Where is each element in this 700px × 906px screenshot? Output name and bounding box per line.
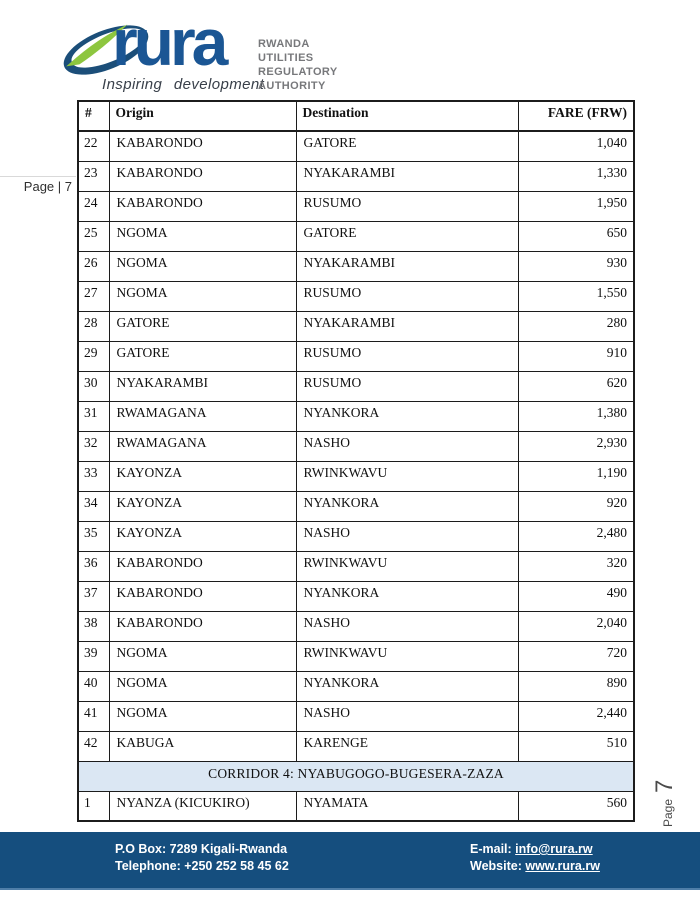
header-destination: Destination — [296, 101, 518, 131]
table-cell-num: 32 — [78, 431, 109, 461]
table-cell-origin: NGOMA — [109, 701, 296, 731]
table-cell-num: 38 — [78, 611, 109, 641]
footer-po-box: P.O Box: 7289 Kigali-Rwanda — [115, 842, 288, 856]
table-cell-num: 23 — [78, 161, 109, 191]
table-row — [78, 161, 634, 191]
table-cell-fare: 1,950 — [518, 191, 634, 221]
table-row — [78, 191, 634, 221]
table-cell-origin: NYAKARAMBI — [109, 371, 296, 401]
table-cell-origin: NGOMA — [109, 251, 296, 281]
table-cell-origin: KABUGA — [109, 731, 296, 761]
table-cell-destination: NYAKARAMBI — [296, 311, 518, 341]
table-cell-fare: 2,440 — [518, 701, 634, 731]
header-origin: Origin — [109, 101, 296, 131]
table-cell-num: 42 — [78, 731, 109, 761]
footer-email-link[interactable]: info@rura.rw — [515, 842, 593, 856]
table-row — [78, 791, 634, 821]
table-cell-origin: KABARONDO — [109, 131, 296, 161]
table-cell-num: 30 — [78, 371, 109, 401]
table-cell-fare: 1,330 — [518, 161, 634, 191]
page-number-label: Page | 7 — [23, 179, 72, 194]
header-num: # — [78, 101, 109, 131]
table-cell-num: 39 — [78, 641, 109, 671]
table-cell-fare: 560 — [518, 791, 634, 821]
rotated-page-number — [651, 763, 677, 827]
table-header-row — [78, 101, 634, 131]
table-cell-origin: RWAMAGANA — [109, 431, 296, 461]
table-row — [78, 551, 634, 581]
table-cell-fare: 930 — [518, 251, 634, 281]
table-row — [78, 671, 634, 701]
table-cell-fare: 1,380 — [518, 401, 634, 431]
table-cell-destination: NYAMATA — [296, 791, 518, 821]
table-cell-fare: 620 — [518, 371, 634, 401]
table-cell-fare: 910 — [518, 341, 634, 371]
table-cell-origin: NGOMA — [109, 221, 296, 251]
table-row — [78, 341, 634, 371]
table-cell-destination: NASHO — [296, 521, 518, 551]
table-cell-origin: KABARONDO — [109, 611, 296, 641]
corridor-header-row — [78, 761, 634, 791]
table-cell-num: 22 — [78, 131, 109, 161]
fare-table-body — [78, 131, 634, 821]
table-cell-num: 28 — [78, 311, 109, 341]
table-cell-origin: KABARONDO — [109, 191, 296, 221]
table-cell-num: 41 — [78, 701, 109, 731]
footer-contact-bar — [0, 832, 700, 890]
table-cell-origin: KAYONZA — [109, 521, 296, 551]
table-cell-origin: KABARONDO — [109, 581, 296, 611]
footer-contact-right — [470, 841, 600, 875]
header-fare: FARE (FRW) — [518, 101, 634, 131]
table-cell-origin: NGOMA — [109, 641, 296, 671]
footer-email-line — [470, 841, 600, 858]
table-row — [78, 581, 634, 611]
table-cell-destination: NYAKARAMBI — [296, 161, 518, 191]
table-row — [78, 461, 634, 491]
table-cell-fare: 1,040 — [518, 131, 634, 161]
table-cell-destination: RUSUMO — [296, 341, 518, 371]
table-row — [78, 221, 634, 251]
table-cell-num: 37 — [78, 581, 109, 611]
table-cell-num: 29 — [78, 341, 109, 371]
table-cell-destination: NASHO — [296, 431, 518, 461]
footer-website-label: Website: — [470, 859, 522, 873]
table-cell-fare: 2,040 — [518, 611, 634, 641]
org-line: RWANDA — [258, 38, 310, 50]
table-cell-destination: NASHO — [296, 701, 518, 731]
table-cell-destination: RWINKWAVU — [296, 641, 518, 671]
table-cell-destination: NYANKORA — [296, 581, 518, 611]
table-row — [78, 701, 634, 731]
rotated-page-digit: 7 — [651, 779, 678, 793]
rotated-page-word: Page — [661, 798, 675, 827]
table-row — [78, 251, 634, 281]
table-row — [78, 641, 634, 671]
org-line: AUTHORITY — [258, 80, 326, 92]
table-cell-origin: KAYONZA — [109, 491, 296, 521]
footer-contact-left — [115, 841, 289, 875]
table-row — [78, 281, 634, 311]
table-cell-fare: 2,930 — [518, 431, 634, 461]
table-cell-destination: KARENGE — [296, 731, 518, 761]
table-cell-destination: RWINKWAVU — [296, 551, 518, 581]
footer-telephone: Telephone: +250 252 58 45 62 — [115, 859, 289, 873]
org-name-block — [258, 37, 338, 93]
table-cell-fare: 2,480 — [518, 521, 634, 551]
table-cell-fare: 280 — [518, 311, 634, 341]
table-cell-fare: 650 — [518, 221, 634, 251]
table-cell-fare: 720 — [518, 641, 634, 671]
table-cell-fare: 510 — [518, 731, 634, 761]
table-row — [78, 131, 634, 161]
table-cell-origin: KABARONDO — [109, 161, 296, 191]
table-cell-origin: NYANZA (KICUKIRO) — [109, 791, 296, 821]
brand-tagline: Inspiring development — [102, 76, 265, 93]
table-cell-origin: RWAMAGANA — [109, 401, 296, 431]
table-cell-destination: RWINKWAVU — [296, 461, 518, 491]
fare-table — [77, 100, 635, 822]
table-row — [78, 491, 634, 521]
table-cell-origin: GATORE — [109, 311, 296, 341]
table-cell-num: 1 — [78, 791, 109, 821]
table-row — [78, 371, 634, 401]
brand-wordmark: rura — [112, 5, 225, 79]
table-cell-origin: KAYONZA — [109, 461, 296, 491]
table-cell-fare: 920 — [518, 491, 634, 521]
table-cell-num: 33 — [78, 461, 109, 491]
table-cell-fare: 890 — [518, 671, 634, 701]
table-cell-num: 27 — [78, 281, 109, 311]
table-cell-fare: 1,550 — [518, 281, 634, 311]
table-cell-destination: GATORE — [296, 131, 518, 161]
table-cell-destination: GATORE — [296, 221, 518, 251]
table-cell-num: 40 — [78, 671, 109, 701]
org-line: REGULATORY — [258, 66, 338, 78]
table-row — [78, 401, 634, 431]
table-cell-destination: NASHO — [296, 611, 518, 641]
table-cell-destination: NYANKORA — [296, 401, 518, 431]
table-cell-fare: 320 — [518, 551, 634, 581]
table-cell-destination: RUSUMO — [296, 371, 518, 401]
footer-website-link[interactable]: www.rura.rw — [525, 859, 600, 873]
table-row — [78, 731, 634, 761]
table-row — [78, 431, 634, 461]
table-cell-num: 26 — [78, 251, 109, 281]
org-line: UTILITIES — [258, 52, 314, 64]
footer-separator-line — [0, 176, 76, 177]
table-cell-fare: 490 — [518, 581, 634, 611]
table-cell-origin: NGOMA — [109, 281, 296, 311]
table-cell-origin: NGOMA — [109, 671, 296, 701]
table-row — [78, 611, 634, 641]
table-cell-destination: RUSUMO — [296, 191, 518, 221]
footer-email-label: E-mail: — [470, 842, 512, 856]
table-cell-num: 25 — [78, 221, 109, 251]
table-row — [78, 311, 634, 341]
table-cell-destination: NYANKORA — [296, 671, 518, 701]
footer-website-line — [470, 858, 600, 875]
table-cell-num: 34 — [78, 491, 109, 521]
table-cell-num: 36 — [78, 551, 109, 581]
table-cell-num: 31 — [78, 401, 109, 431]
table-row — [78, 521, 634, 551]
corridor-title: CORRIDOR 4: NYABUGOGO-BUGESERA-ZAZA — [78, 761, 634, 791]
table-cell-num: 35 — [78, 521, 109, 551]
table-cell-destination: NYAKARAMBI — [296, 251, 518, 281]
table-cell-origin: KABARONDO — [109, 551, 296, 581]
table-cell-origin: GATORE — [109, 341, 296, 371]
table-cell-num: 24 — [78, 191, 109, 221]
table-cell-destination: RUSUMO — [296, 281, 518, 311]
table-cell-fare: 1,190 — [518, 461, 634, 491]
table-cell-destination: NYANKORA — [296, 491, 518, 521]
